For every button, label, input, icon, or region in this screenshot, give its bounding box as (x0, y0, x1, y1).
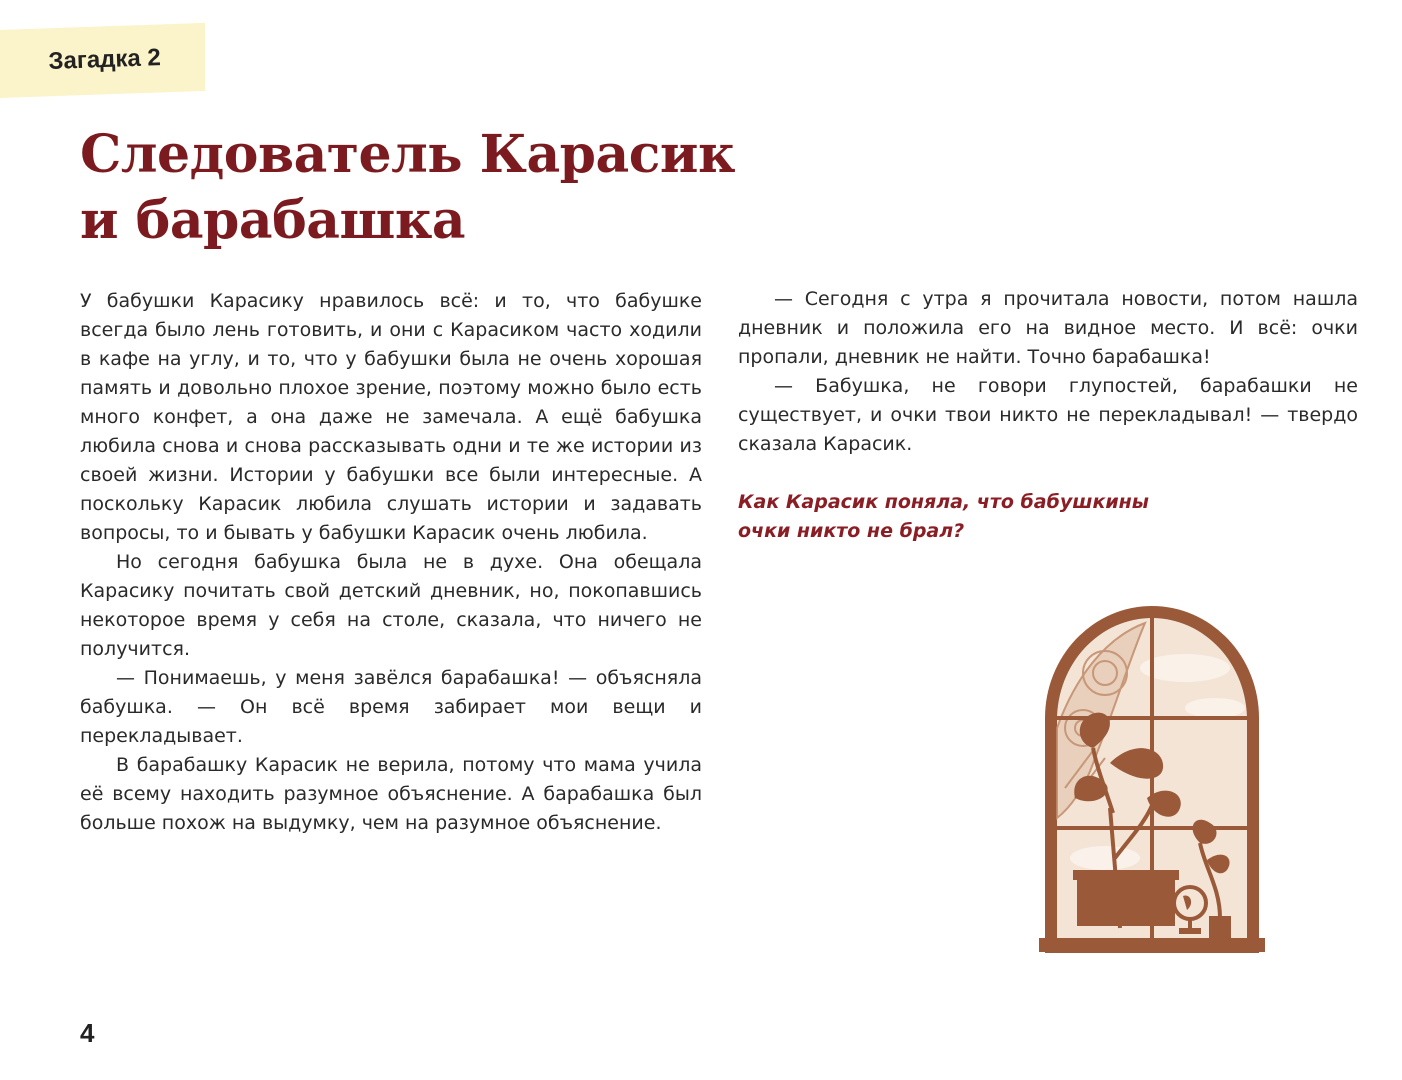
title-line-1: Следователь Карасик (80, 124, 735, 185)
paragraph: У бабушки Карасику нравилось всё: и то, что бабушке всегда было лень готовить, и они с Карасиком часто ходили в кафе на углу, и то, что у бабушки была не очень хорошая память и довольно плохое зрение, поэтому можно было есть много конфет, а она даже не замечала. А ещё бабушка любила снова и снова рассказывать одни и те же истории из своей жизни. Истории у бабушки все были интересные. А поскольку Карасик любила слушать истории и задавать вопросы, то и бывать у бабушки Карасик очень любила. (80, 290, 702, 544)
paragraph: В барабашку Карасик не верила, потому что мама учила её всему находить разумное объяснение. А барабашка был больше похож на выдумку, чем на разумное объяснение. (80, 754, 702, 834)
riddle-question (738, 488, 1218, 546)
page-title (80, 122, 735, 254)
question-line-1: Как Карасик поняла, что бабушкины (738, 491, 1149, 513)
right-text-column (738, 285, 1358, 459)
paragraph: — Бабушка, не говори глупостей, барабашки не существует, и очки твои никто не перекладывал! — твердо сказала Карасик. (738, 375, 1358, 455)
title-line-2: и барабашка (80, 190, 466, 251)
question-line-2: очки никто не брал? (738, 520, 965, 542)
left-text-column (80, 287, 702, 838)
window-plants-illustration (1035, 598, 1270, 960)
paragraph: — Понимаешь, у меня завёлся барабашка! — объясняла бабушка. — Он всё время забирает мои вещи и перекладывает. (80, 667, 702, 747)
paragraph: Но сегодня бабушка была не в духе. Она обещала Карасику почитать свой детский дневник, но, покопавшись некоторое время у себя на столе, сказала, что ничего не получится. (80, 551, 702, 660)
page-number: 4 (80, 1018, 95, 1048)
paragraph: — Сегодня с утра я прочитала новости, потом нашла дневник и положила его на видное место. И всё: очки пропали, дневник не найти. Точно барабашка! (738, 288, 1358, 368)
riddle-tag-label: Загадка 2 (48, 44, 162, 75)
